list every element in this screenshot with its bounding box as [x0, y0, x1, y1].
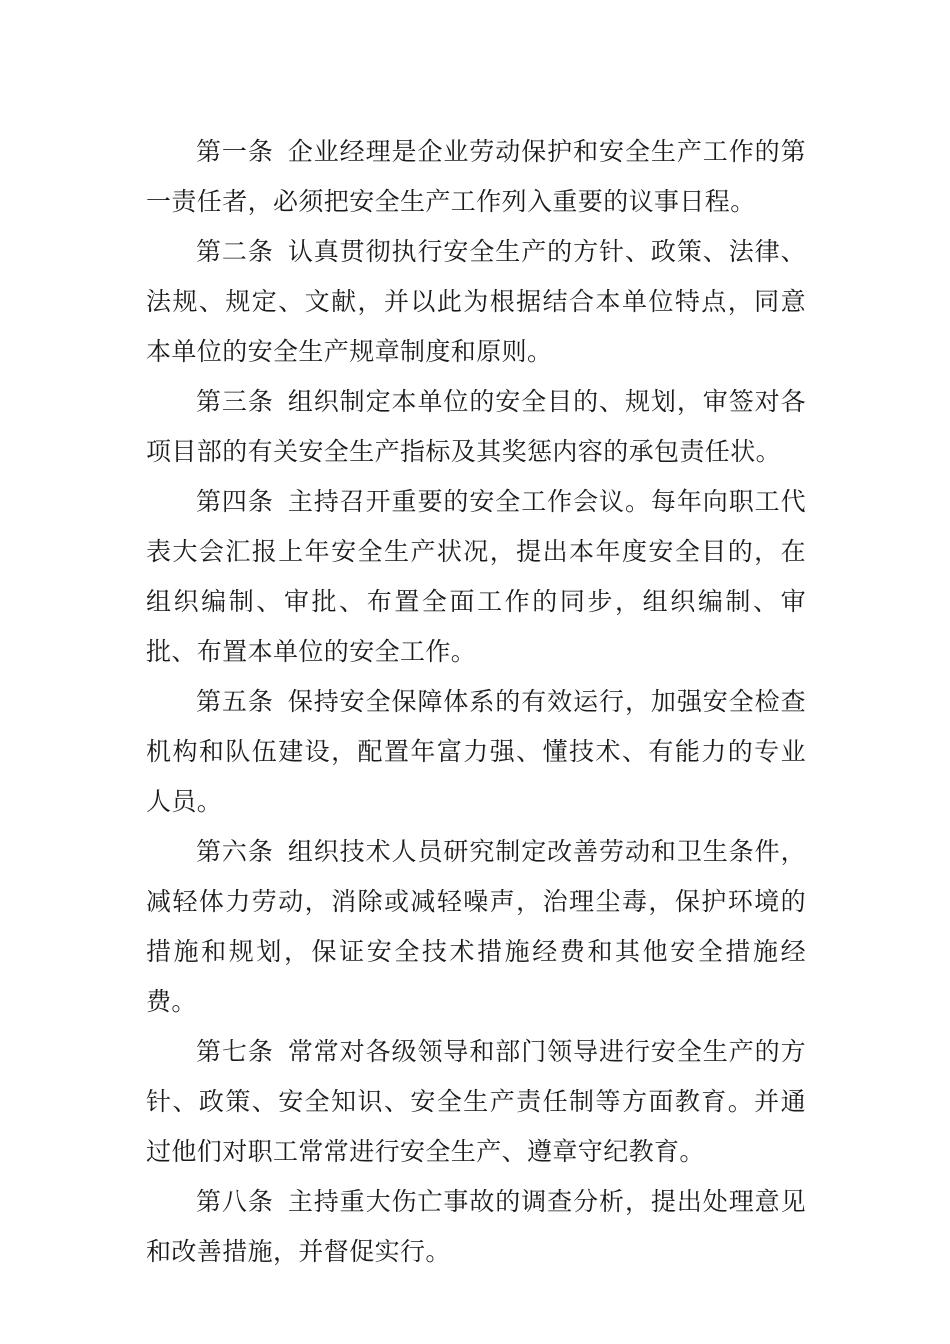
article-text: 认真贯彻执行安全生产的方针、政策、法律、法规、规定、文献，并以此为根据结合本单位特点，同意本单位的安全生产规章制度和原则。	[146, 237, 806, 366]
article-text: 主持召开重要的安全工作会议。每年向职工代表大会汇报上年安全生产状况，提出本年度安全目的，在组织编制、审批、布置全面工作的同步，组织编制、审批、布置本单位的安全工作。	[146, 487, 806, 666]
article-7	[146, 1027, 806, 1177]
article-4	[146, 477, 806, 677]
article-number: 第七条	[196, 1037, 274, 1066]
article-number: 第六条	[196, 837, 274, 866]
article-number: 第二条	[196, 237, 274, 266]
article-text: 企业经理是企业劳动保护和安全生产工作的第一责任者，必须把安全生产工作列入重要的议事日程。	[146, 137, 806, 216]
article-text: 常常对各级领导和部门领导进行安全生产的方针、政策、安全知识、安全生产责任制等方面教育。并通过他们对职工常常进行安全生产、遵章守纪教育。	[146, 1037, 806, 1166]
article-1	[146, 127, 806, 227]
article-text: 主持重大伤亡事故的调查分析，提出处理意见和改善措施，并督促实行。	[146, 1187, 806, 1266]
article-number: 第五条	[196, 687, 274, 716]
article-text: 组织制定本单位的安全目的、规划，审签对各项目部的有关安全生产指标及其奖惩内容的承包责任状。	[146, 387, 806, 466]
article-number: 第四条	[196, 487, 274, 516]
article-number: 第一条	[196, 137, 274, 166]
document-page	[146, 127, 806, 1277]
article-number: 第三条	[196, 387, 274, 416]
article-text: 保持安全保障体系的有效运行，加强安全检查机构和队伍建设，配置年富力强、懂技术、有能力的专业人员。	[146, 687, 806, 816]
article-8	[146, 1177, 806, 1277]
article-5	[146, 677, 806, 827]
article-2	[146, 227, 806, 377]
article-text: 组织技术人员研究制定改善劳动和卫生条件，减轻体力劳动，消除或减轻噪声，治理尘毒，保护环境的措施和规划，保证安全技术措施经费和其他安全措施经费。	[146, 837, 806, 1016]
article-number: 第八条	[196, 1187, 274, 1216]
article-6	[146, 827, 806, 1027]
article-3	[146, 377, 806, 477]
